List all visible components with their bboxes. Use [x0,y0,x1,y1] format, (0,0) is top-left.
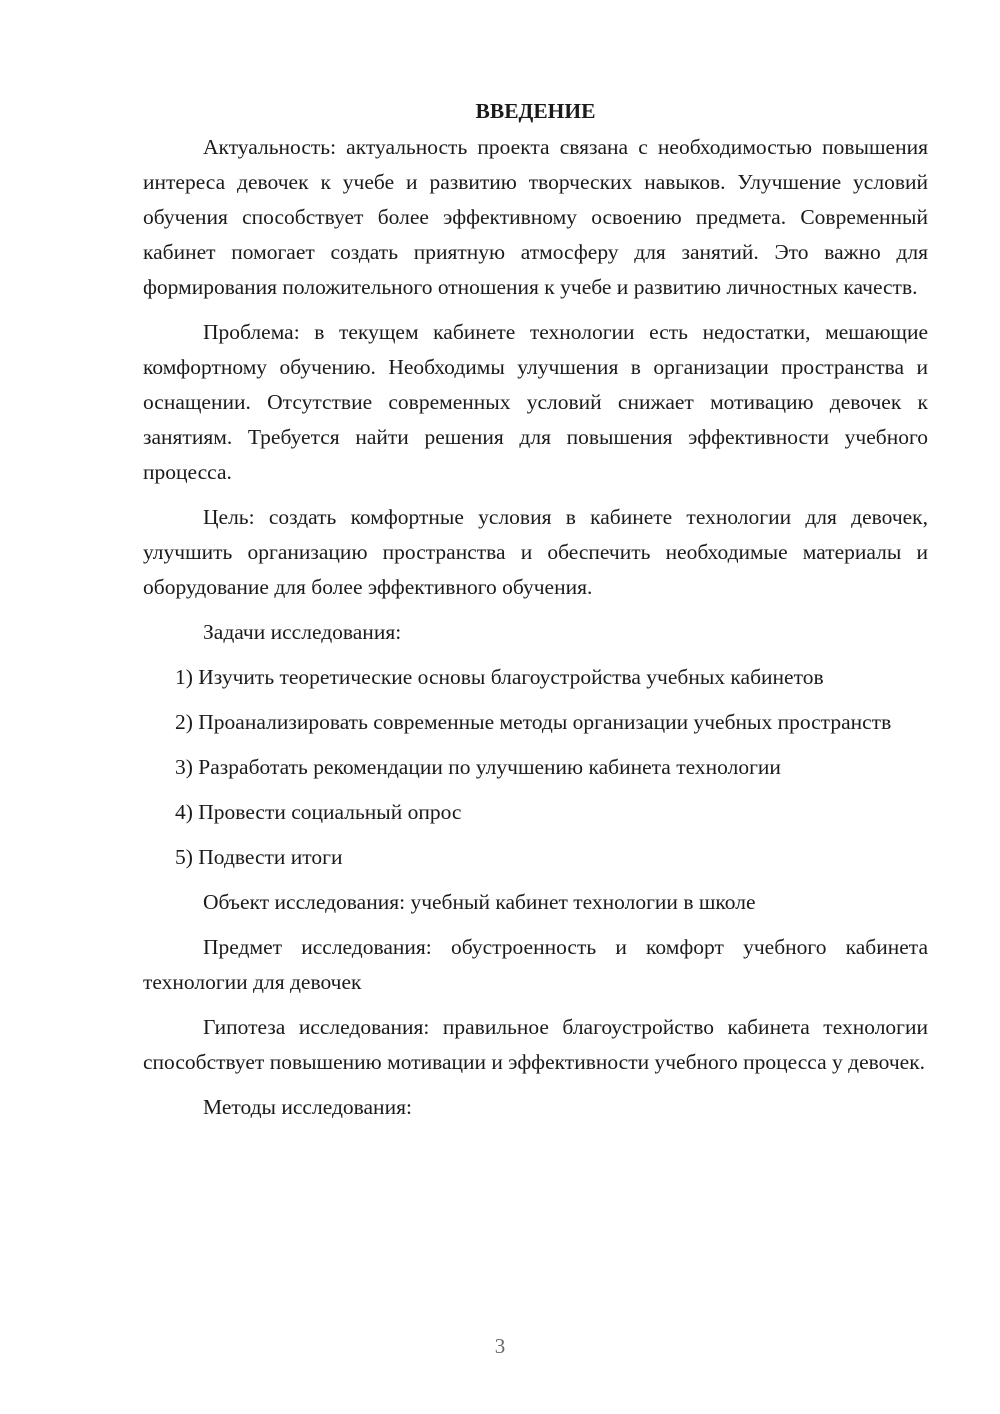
paragraph-subject: Предмет исследования: обустроенность и комфорт учебного кабинета технологии для девочек [143,935,928,994]
task-item-4: 4) Провести социальный опрос [175,800,462,824]
paragraph-hypothesis: Гипотеза исследования: правильное благоустройство кабинета технологии способствует повышению мотивации и эффективности учебного процесса у девочек. [143,1015,928,1074]
paragraph-goal: Цель: создать комфортные условия в кабинете технологии для девочек, улучшить организацию пространства и обеспечить необходимые материалы и оборудование для более эффективного обучения. [143,505,928,599]
task-item-3: 3) Разработать рекомендации по улучшению кабинета технологии [175,755,781,779]
task-item-2: 2) Проанализировать современные методы организации учебных пространств [175,710,892,734]
document-page [143,94,928,1135]
task-item-1: 1) Изучить теоретические основы благоустройства учебных кабинетов [175,665,824,689]
paragraph-methods: Методы исследования: [203,1095,412,1119]
section-title: ВВЕДЕНИЕ [475,99,596,123]
paragraph-problem: Проблема: в текущем кабинете технологии есть недостатки, мешающие комфортному обучению. Необходимы улучшения в организации пространства и оснащении. Отсутствие современных условий снижает мотивацию девочек к занятиям. Требуется найти решения для повышения эффективности учебного процесса. [143,320,928,484]
page-number: 3 [494,1334,506,1358]
paragraph-object: Объект исследования: учебный кабинет технологии в школе [203,890,756,914]
paragraph-tasks-heading: Задачи исследования: [203,620,402,644]
paragraph-relevance: Актуальность: актуальность проекта связана с необходимостью повышения интереса девочек к учебе и развитию творческих навыков. Улучшение условий обучения способствует более эффективному освоению предмета. Современный кабинет помогает создать приятную атмосферу для занятий. Это важно для формирования положительного отношения к учебе и развитию личностных качеств. [143,135,928,299]
task-item-5: 5) Подвести итоги [175,845,343,869]
